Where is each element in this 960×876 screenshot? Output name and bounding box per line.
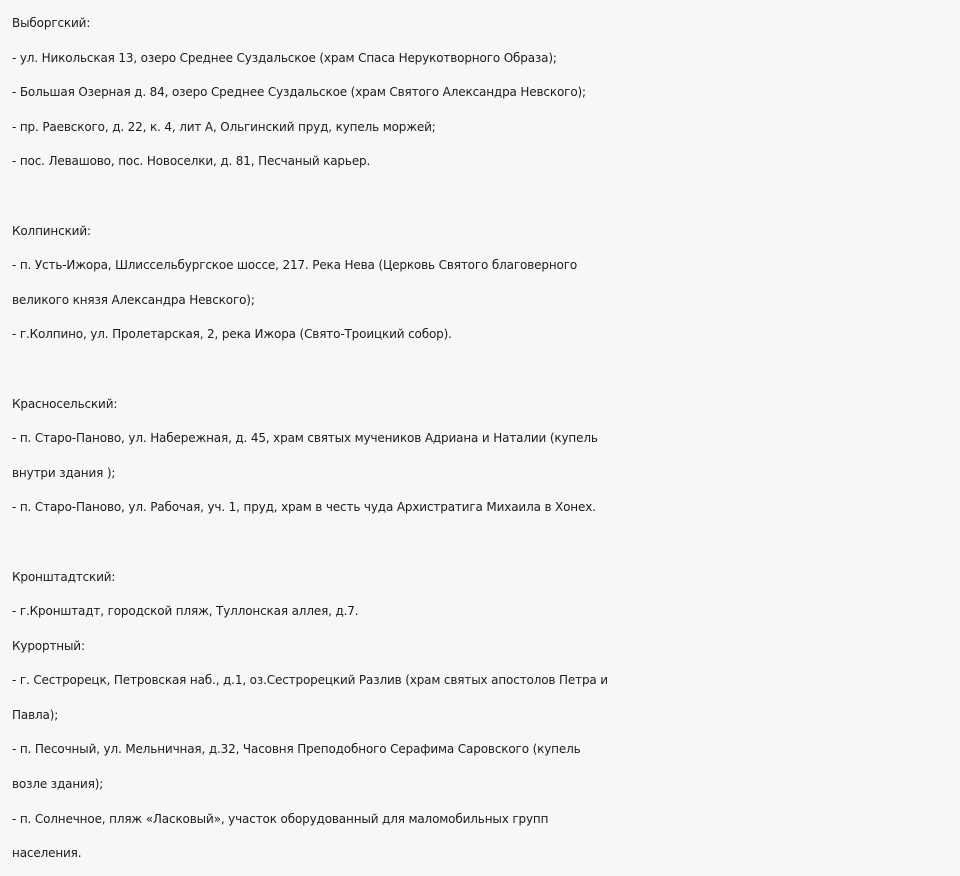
district-heading: Красносельский: — [12, 396, 118, 411]
list-item: - п. Старо-Паново, ул. Рабочая, уч. 1, пруд, храм в честь чуда Архистратига Михаила в Хонех. — [12, 500, 596, 515]
list-item-continuation: Павла); — [12, 707, 59, 722]
list-item: - п. Песочный, ул. Мельничная, д.32, Часовня Преподобного Серафима Саровского (купель — [12, 742, 581, 757]
district-heading: Выборгский: — [12, 16, 91, 30]
list-item: - г. Сестрорецк, Петровская наб., д.1, оз.Сестрорецкий Разлив (храм святых апостолов Петра и — [12, 673, 608, 688]
list-item: - пр. Раевского, д. 22, к. 4, лит А, Ольгинский пруд, купель моржей; — [12, 119, 436, 134]
list-item: - п. Старо-Паново, ул. Набережная, д. 45, храм святых мучеников Адриана и Наталии (купель — [12, 431, 598, 446]
list-item-continuation: населения. — [12, 846, 82, 861]
section-spacer — [12, 179, 960, 214]
list-item: - п. Солнечное, пляж «Ласковый», участок оборудованный для маломобильных групп — [12, 811, 549, 826]
district-heading: Кронштадтский: — [12, 569, 116, 584]
list-item: - г.Колпино, ул. Пролетарская, 2, река Ижора (Свято-Троицкий собор). — [12, 327, 452, 342]
list-item-continuation: внутри здания ); — [12, 465, 116, 480]
list-item: - ул. Никольская 13, озеро Среднее Суздальское (храм Спаса Нерукотворного Образа); — [12, 50, 557, 65]
list-item-continuation: возле здания); — [12, 777, 104, 792]
district-heading: Колпинский: — [12, 223, 91, 238]
district-heading: Курортный: — [12, 638, 85, 653]
list-item: - пос. Левашово, пос. Новоселки, д. 81, Песчаный карьер. — [12, 154, 371, 169]
list-item-continuation: великого князя Александра Невского); — [12, 292, 255, 307]
list-item: - п. Усть-Ижора, Шлиссельбургское шоссе, 217. Река Нева (Церковь Святого благоверного — [12, 258, 578, 273]
section-spacer — [12, 525, 960, 560]
list-item: - Большая Озерная д. 84, озеро Среднее Суздальское (храм Святого Александра Невского); — [12, 85, 586, 100]
section-spacer — [12, 352, 960, 387]
list-item: - г.Кронштадт, городской пляж, Туллонская аллея, д.7. — [12, 604, 359, 619]
